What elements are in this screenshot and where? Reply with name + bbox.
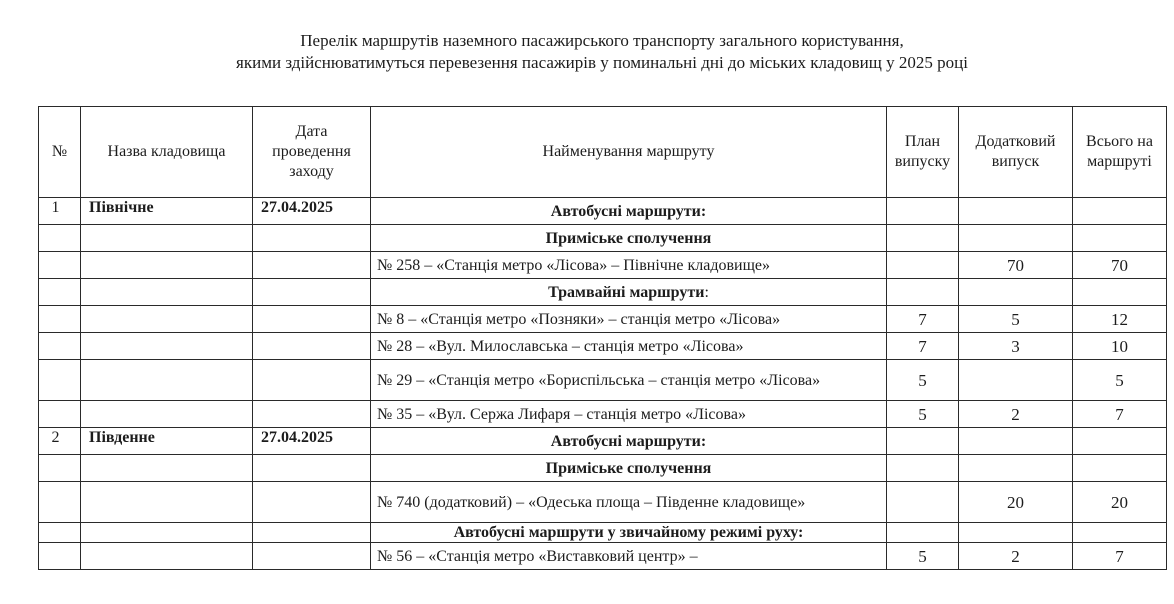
cell-plan: 5 bbox=[887, 401, 959, 428]
cell-plan bbox=[887, 198, 959, 225]
cell-date bbox=[253, 333, 371, 360]
cell-num bbox=[39, 279, 81, 306]
cell-cemetery bbox=[81, 401, 253, 428]
cell-date bbox=[253, 279, 371, 306]
cell-route: № 258 – «Станція метро «Лісова» – Північне кладовище» bbox=[371, 252, 887, 279]
header-cemetery: Назва кладовища bbox=[81, 107, 253, 198]
cell-plan: 5 bbox=[887, 360, 959, 401]
cell-total: 20 bbox=[1073, 482, 1167, 523]
cell-route: № 29 – «Станція метро «Бориспільська – станція метро «Лісова» bbox=[371, 360, 887, 401]
cell-cemetery: Північне bbox=[81, 198, 253, 225]
table-row bbox=[39, 428, 1167, 455]
header-total: Всього на маршруті bbox=[1073, 107, 1167, 198]
cell-plan: 7 bbox=[887, 333, 959, 360]
table-row bbox=[39, 543, 1167, 570]
cell-additional bbox=[959, 225, 1073, 252]
cell-total bbox=[1073, 198, 1167, 225]
cell-route: № 740 (додатковий) – «Одеська площа – Південне кладовище» bbox=[371, 482, 887, 523]
route-section-label: Трамвайні маршрути bbox=[548, 283, 705, 301]
cell-additional: 70 bbox=[959, 252, 1073, 279]
cell-total: 70 bbox=[1073, 252, 1167, 279]
table-row bbox=[39, 401, 1167, 428]
cell-cemetery bbox=[81, 306, 253, 333]
table-row bbox=[39, 523, 1167, 543]
cell-num bbox=[39, 523, 81, 543]
cell-num bbox=[39, 543, 81, 570]
cell-num bbox=[39, 333, 81, 360]
cell-date bbox=[253, 225, 371, 252]
cell-plan bbox=[887, 523, 959, 543]
cell-additional bbox=[959, 279, 1073, 306]
table-row bbox=[39, 225, 1167, 252]
cell-cemetery bbox=[81, 543, 253, 570]
cell-num: 2 bbox=[39, 428, 81, 455]
cell-additional: 2 bbox=[959, 401, 1073, 428]
table-row bbox=[39, 306, 1167, 333]
cell-date bbox=[253, 543, 371, 570]
table-row bbox=[39, 198, 1167, 225]
header-num: № bbox=[39, 107, 81, 198]
cell-date bbox=[253, 455, 371, 482]
header-route: Найменування маршруту bbox=[371, 107, 887, 198]
cell-plan: 5 bbox=[887, 543, 959, 570]
cell-cemetery bbox=[81, 333, 253, 360]
cell-plan bbox=[887, 252, 959, 279]
cell-cemetery bbox=[81, 225, 253, 252]
cell-route: № 28 – «Вул. Милославська – станція метро «Лісова» bbox=[371, 333, 887, 360]
header-date: Дата проведення заходу bbox=[253, 107, 371, 198]
cell-additional bbox=[959, 428, 1073, 455]
cell-total: 10 bbox=[1073, 333, 1167, 360]
cell-date bbox=[253, 306, 371, 333]
cell-additional: 2 bbox=[959, 543, 1073, 570]
cell-num bbox=[39, 252, 81, 279]
cell-total: 5 bbox=[1073, 360, 1167, 401]
cell-route: № 35 – «Вул. Сержа Лифаря – станція метро «Лісова» bbox=[371, 401, 887, 428]
cell-num bbox=[39, 401, 81, 428]
cell-num bbox=[39, 306, 81, 333]
header-plan: План випуску bbox=[887, 107, 959, 198]
header-row bbox=[39, 107, 1167, 198]
cell-additional bbox=[959, 523, 1073, 543]
route-section-colon: : bbox=[704, 283, 709, 301]
cell-route-section bbox=[371, 279, 887, 306]
table-row bbox=[39, 360, 1167, 401]
cell-date bbox=[253, 401, 371, 428]
table-row bbox=[39, 279, 1167, 306]
cell-date: 27.04.2025 bbox=[253, 428, 371, 455]
cell-plan bbox=[887, 279, 959, 306]
cell-route: № 56 – «Станція метро «Виставковий центр» – bbox=[371, 543, 887, 570]
cell-date bbox=[253, 482, 371, 523]
cell-additional bbox=[959, 455, 1073, 482]
cell-additional: 5 bbox=[959, 306, 1073, 333]
cell-total bbox=[1073, 455, 1167, 482]
cell-cemetery: Південне bbox=[81, 428, 253, 455]
cell-total: 7 bbox=[1073, 401, 1167, 428]
table-row bbox=[39, 482, 1167, 523]
cell-route-section: Автобусні маршрути: bbox=[371, 428, 887, 455]
cell-additional bbox=[959, 198, 1073, 225]
cell-num bbox=[39, 482, 81, 523]
cell-num bbox=[39, 455, 81, 482]
cell-total bbox=[1073, 279, 1167, 306]
cell-cemetery bbox=[81, 252, 253, 279]
cell-route-section: Приміське сполучення bbox=[371, 455, 887, 482]
cell-cemetery bbox=[81, 360, 253, 401]
table-row bbox=[39, 455, 1167, 482]
cell-date bbox=[253, 523, 371, 543]
cell-num: 1 bbox=[39, 198, 81, 225]
cell-plan: 7 bbox=[887, 306, 959, 333]
cell-additional bbox=[959, 360, 1073, 401]
cell-num bbox=[39, 225, 81, 252]
document-title bbox=[0, 30, 1174, 74]
cell-cemetery bbox=[81, 279, 253, 306]
cell-cemetery bbox=[81, 482, 253, 523]
cell-cemetery bbox=[81, 523, 253, 543]
cell-additional: 3 bbox=[959, 333, 1073, 360]
cell-plan bbox=[887, 482, 959, 523]
cell-total bbox=[1073, 523, 1167, 543]
cell-date bbox=[253, 360, 371, 401]
cell-route-section: Автобусні маршрути у звичайному режимі руху: bbox=[371, 523, 887, 543]
cell-route-section: Автобусні маршрути: bbox=[371, 198, 887, 225]
cell-cemetery bbox=[81, 455, 253, 482]
cell-additional: 20 bbox=[959, 482, 1073, 523]
cell-date bbox=[253, 252, 371, 279]
title-line-1: Перелік маршрутів наземного пасажирського транспорту загального користування, bbox=[300, 31, 904, 50]
cell-total: 7 bbox=[1073, 543, 1167, 570]
cell-route-section: Приміське сполучення bbox=[371, 225, 887, 252]
header-additional: Додатковий випуск bbox=[959, 107, 1073, 198]
cell-total: 12 bbox=[1073, 306, 1167, 333]
cell-plan bbox=[887, 455, 959, 482]
cell-route: № 8 – «Станція метро «Позняки» – станція метро «Лісова» bbox=[371, 306, 887, 333]
title-line-2: якими здійснюватимуться перевезення пасажирів у поминальні дні до міських кладовищ у 2025 році bbox=[236, 53, 968, 72]
cell-date: 27.04.2025 bbox=[253, 198, 371, 225]
cell-total bbox=[1073, 225, 1167, 252]
cell-plan bbox=[887, 225, 959, 252]
table-row bbox=[39, 252, 1167, 279]
cell-num bbox=[39, 360, 81, 401]
routes-table bbox=[38, 106, 1167, 570]
table-row bbox=[39, 333, 1167, 360]
cell-total bbox=[1073, 428, 1167, 455]
cell-plan bbox=[887, 428, 959, 455]
